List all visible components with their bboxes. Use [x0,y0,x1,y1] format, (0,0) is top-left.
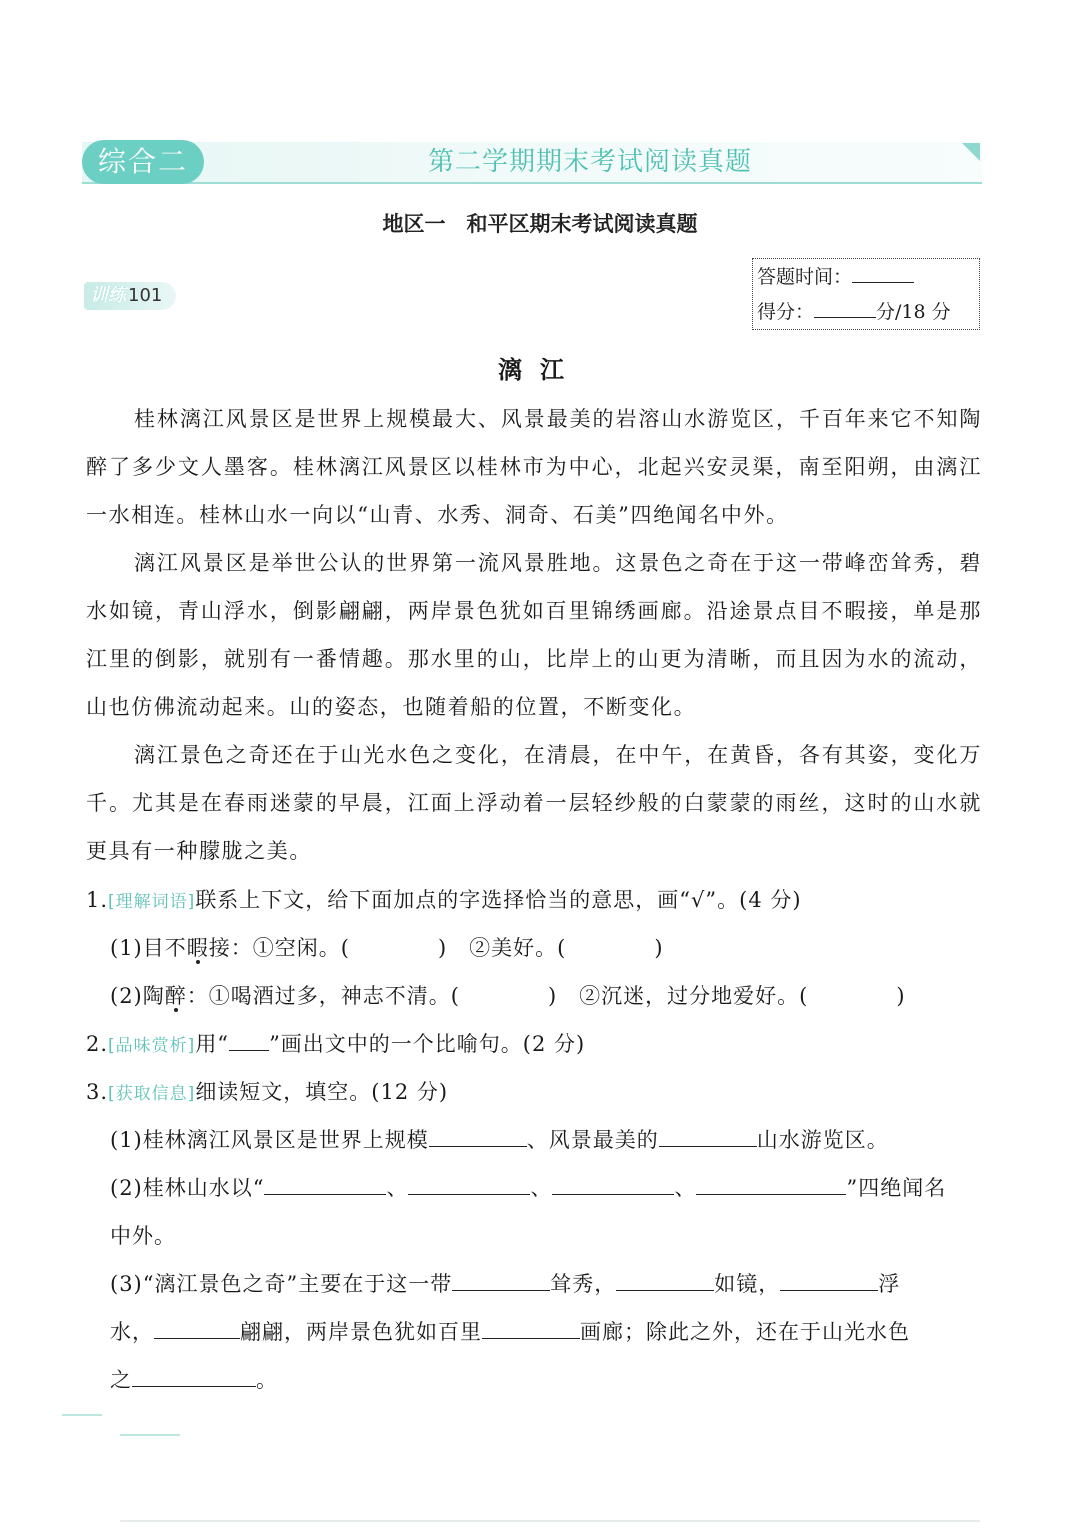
q3-s3-blank-1[interactable] [452,1268,550,1291]
q3-s2-blank-3[interactable] [552,1172,674,1195]
q3-s1-b: 、风景最美的 [526,1128,659,1152]
q1-s2-dotted-char: 醉 [164,984,187,1008]
question-1-item-1 [110,924,664,972]
q3-s2-blank-1[interactable] [264,1172,386,1195]
paragraph-2: 漓江风景区是举世公认的世界第一流风景胜地。这景色之奇在于这一带峰峦耸秀，碧水如镜，青山浮水，倒影翩翩，两岸景色犹如百里锦绣画廊。沿途景点目不暇接，单是那江里的倒影，就别有一番情趣。那水里的山，比岸上的山更为清晰，而且因为水的流动，山也仿佛流动起来。山的姿态，也随着船的位置，不断变化。 [86,551,982,719]
time-row [757,261,914,293]
q3-number: 3. [86,1080,109,1104]
question-3 [86,1068,448,1118]
q2-underline-sample [229,1028,269,1051]
q2-post: ”画出文中的一个比喻句。(2 分) [269,1032,586,1056]
q3-s2-sep-3: 、 [674,1176,697,1200]
region-title: 地区一 和平区期末考试阅读真题 [382,212,698,236]
question-3-item-2 [110,1164,946,1212]
score-suffix: 分/18 分 [876,301,951,323]
q1-s1-pre: (1)目不 [110,936,187,960]
q2-tag: [品味赏析] [108,1036,196,1056]
q1-s1-dotted-char: 暇 [186,936,209,960]
q1-s2-pre: (2)陶 [110,984,165,1008]
training-label [84,282,176,310]
q3-s3-blank-5[interactable] [482,1316,580,1339]
question-1 [86,876,802,926]
score-blank[interactable] [814,299,876,318]
footer-mark [62,1414,102,1416]
q1-tag: [理解词语] [108,892,196,912]
q1-number: 1. [86,888,109,912]
q3-s1-blank-2[interactable] [659,1124,757,1147]
q3-s3-blank-2[interactable] [616,1268,714,1291]
score-box [752,258,980,330]
paragraph-1: 桂林漓江风景区是世界上规模最大、风景最美的岩溶山水游览区，千百年来它不知陶醉了多少文人墨客。桂林漓江风景区以桂林市为中心，北起兴安灵渠，南至阳朔，由漓江一水相连。桂林山水一向以“山青、水秀、洞奇、石美”四绝闻名中外。 [86,407,982,527]
q3-tag: [获取信息] [108,1084,196,1104]
article-title: 漓江 [498,356,582,384]
q3-s2-end: ”四绝闻名 [846,1176,947,1200]
q3-s1-blank-1[interactable] [429,1124,527,1147]
training-word: 训练 [90,285,126,306]
q3-s3-i: 。 [256,1368,278,1392]
q3-s3-b: 耸秀， [550,1272,617,1296]
question-3-item-2-cont: 中外。 [110,1224,176,1248]
q3-s3-e: 水， [110,1320,154,1344]
q3-s2-sep-1: 、 [386,1176,409,1200]
question-3-item-3-line-2 [110,1308,910,1356]
q3-s1-c: 山水游览区。 [756,1128,889,1152]
q3-s2-sep-2: 、 [530,1176,553,1200]
q3-s3-f: 翩翩，两岸景色犹如百里 [240,1320,482,1344]
footer-line [120,1520,980,1522]
q3-s2-blank-4[interactable] [696,1172,846,1195]
q3-s3-blank-6[interactable] [132,1364,256,1387]
question-2 [86,1020,585,1070]
header-title: 第二学期期末考试阅读真题 [427,147,752,177]
score-row [757,296,951,328]
time-blank[interactable] [852,264,914,283]
q3-s2-blank-2[interactable] [408,1172,530,1195]
paragraph-3: 漓江景色之奇还在于山光水色之变化，在清晨，在中午，在黄昏，各有其姿，变化万千。尤其是在春雨迷蒙的早晨，江面上浮动着一层轻纱般的白蒙蒙的雨丝，这时的山水就更具有一种朦胧之美。 [86,743,982,863]
q3-s3-g: 画廊；除此之外，还在于山光水色 [580,1320,910,1344]
q3-s3-a: (3)“漓江景色之奇”主要在于这一带 [110,1272,453,1296]
question-3-item-3-line-3 [110,1356,278,1404]
q2-number: 2. [86,1032,109,1056]
header-corner-triangle [962,143,980,161]
question-1-item-2 [110,972,906,1020]
q1-s1-options[interactable]: 接：①空闲。( ) ②美好。( ) [208,936,664,960]
q1-s2-options[interactable]: ：①喝酒过多，神志不清。( ) ②沉迷，过分地爱好。( ) [186,984,906,1008]
question-3-item-3 [110,1260,900,1308]
q1-text: 联系上下文，给下面加点的字选择恰当的意思，画“√”。(4 分) [195,888,802,912]
q3-s3-h: 之 [110,1368,132,1392]
q3-s3-blank-4[interactable] [154,1316,240,1339]
question-3-item-1 [110,1116,889,1164]
q3-s2-a: (2)桂林山水以“ [110,1176,265,1200]
footer-mark-2 [120,1434,180,1436]
training-number: 101 [128,285,163,306]
q3-s3-blank-3[interactable] [780,1268,878,1291]
time-label: 答题时间： [757,266,853,288]
q3-s3-c: 如镜， [714,1272,781,1296]
q2-pre: 用“ [195,1032,230,1056]
q3-text: 细读短文，填空。(12 分) [195,1080,449,1104]
score-label: 得分： [757,301,815,323]
section-badge: 综合二 [82,140,204,184]
q3-s1-a: (1)桂林漓江风景区是世界上规模 [110,1128,429,1152]
q3-s3-d: 浮 [878,1272,901,1296]
